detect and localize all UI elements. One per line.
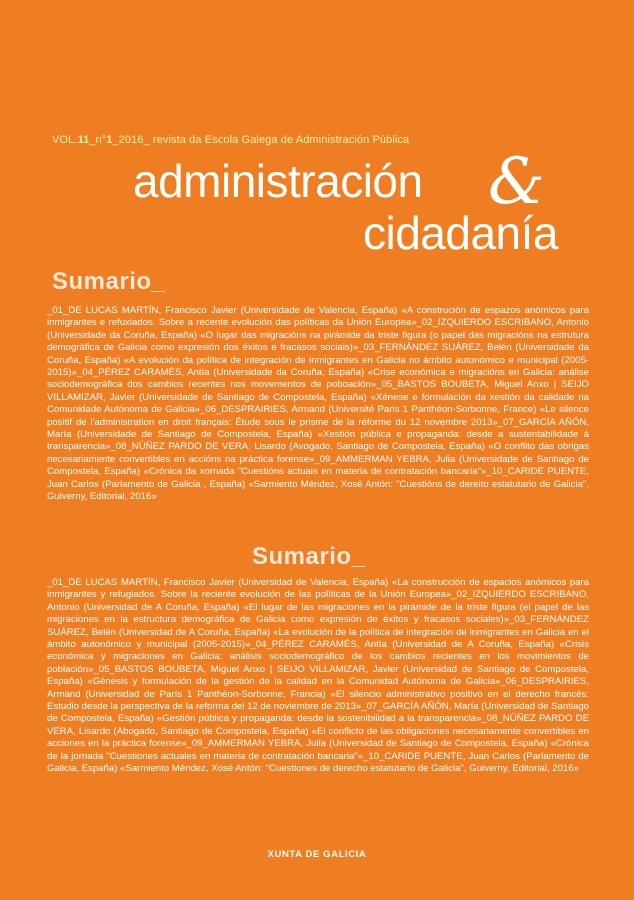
vol-number: 11 bbox=[77, 134, 90, 146]
vol-prefix: VOL. bbox=[52, 134, 78, 146]
journal-title bbox=[133, 145, 593, 268]
xunta-logo: XUNTA DE GALICIA bbox=[267, 849, 367, 860]
title-line-1: administración bbox=[133, 155, 423, 207]
summary-text-gl: _01_DE LUCAS MARTÍN, Francisco Javier (Universidade de Valencia, España) «A construción de espazos anómicos para inmigrantes e refuxiados. Sobre a recente evolución das políticas da Unión Europea»_02_IZQUIERDO ESCRIBANO, Antonio (Universidade da Coruña, España) «O lugar das migracións na pirámide da triste figura (o papel das migracións na estrutura demográfica de Galicia como expresión dos éxitos e fracasos sociais)»_03_FERNÁNDEZ SUÁREZ, Belén (Universidade da Coruña, España) «A evolución da política de integración de inmigrantes en Galicia no ámbito autonómico e municipal (2005-2015)»_04_PÉREZ CARAMÉS, Antía (Universidade da Coruña, España) «Crise económica e migracións en Galicia: análise sociodemográfica dos cambios recentes nos movementos de poboación»_05_BASTOS BOUBETA, Miguel Anxo | SEIJO VILLAMIZAR, Javier (Universidade de Santiago de Compostela, España) «Xénese e formulación da xestión da calidade na Comunidade Autónoma de Galicia»_06_DESPRAIRIES, Armand (Université Paris 1 Panthéon-Sorbonne, France) «Le silence positif de l'administration en droit français: Étude sous le prisme de la réforme du 12 novembre 2013»_07_GARCÍA AÑÓN, María (Universidade de Santiago de Compostela, España) «Xestión pública e propaganda: desde a sustentabilidade á transparencia»_08_NÚÑEZ PARDO DE VERA, Lisardo (Avogado, Santiago de Compostela, España) «O conflito das obrigas necesariamente convertibles en accións na práctica forense»_09_AMMERMAN YEBRA, Julia (Universidade de Santiago de Compostela, España) «Crónica da xornada "Cuestións actuais en materia de contratación bancaria"»_10_CARIDE PUENTE, Juan Carlos (Parlamento de Galicia , España) «Sarmiento Méndez, Xosé Antón: "Cuestións de dereito estatutario de Galicia", Guiverny, Editorial, 2016» bbox=[47, 305, 589, 503]
summary-heading-gl: Sumario_ bbox=[52, 268, 166, 295]
ampersand-logo: & bbox=[488, 145, 545, 219]
issue-number: 1 bbox=[106, 134, 113, 146]
summary-heading-es: Sumario_ bbox=[252, 543, 366, 570]
volume-rest: _2016_ revista da Escola Galega de Administración Pública bbox=[112, 134, 410, 146]
issue-prefix: _n° bbox=[89, 134, 107, 146]
title-line-2: cidadanía bbox=[363, 207, 558, 259]
summary-text-es: _01_DE LUCAS MARTÍN, Francisco Javier (Universidad de Valencia, España) «La construcción de espacios anómicos para inmigrantes y refugiados. Sobre la reciente evolución de las políticas de la Unión Europea»_02_IZQUIERDO ESCRIBANO, Antonio (Universidad de A Coruña, España) «El lugar de las migraciones en la pirámide de la triste figura (el papel de las migraciones en la estructura demográfica de Galicia como expresión de éxitos y fracasos sociales)»_03_FERNÁNDEZ SUÁREZ, Belén (Universidad de A Coruña, España) «La evolución de la política de integración de inmigrantes en Galicia en el ámbito autonómico y municipal (2005-2015)»_04_PÉREZ CARAMÉS, Antía (Universidad de A Coruña, España) «Crisis económica y migraciones en Galicia: análisis sociodemográfico de los cambios recientes en los movimientos de población»_05_BASTOS BOUBETA, Miguel Anxo | SEIJO VILLAMIZAR, Javier (Universidad de Santiago de Compostela, España) «Génesis y formulación de la gestión de la calidad en la Comunidad Autónoma de Galicia»_06_DESPRAIRIES, Armand (Universidad de París 1 Panthéon-Sorbonne, Francia) «El silencio administrativo positivo en el derecho francés: Estudio desde la perspectiva de la reforma del 12 de noviembre de 2013»_07_GARCÍA AÑÓN, María (Universidad de Santiago de Compostela, España) «Gestión pública y propaganda: desde la sostenibilidad a la transparencia»_08_NÚÑEZ PARDO DE VERA, Lisardo (Abogado, Santiago de Compostela, España) «El conflicto de las obligaciones necesariamente convertibles en acciones en la práctica forense»_09_AMMERMAN YEBRA, Julia (Universidad de Santiago de Compostela, España) «Crónica de la jornada "Cuestiones actuales en materia de contratación bancaria"»_10_CARIDE PUENTE, Juan Carlos (Parlamento de Galicia, España) «Sarmiento Méndez, Xosé Antón: "Cuestiones de derecho estatutario de Galicia", Guiverny, Editorial, 2016» bbox=[47, 577, 589, 775]
volume-line bbox=[52, 134, 409, 146]
